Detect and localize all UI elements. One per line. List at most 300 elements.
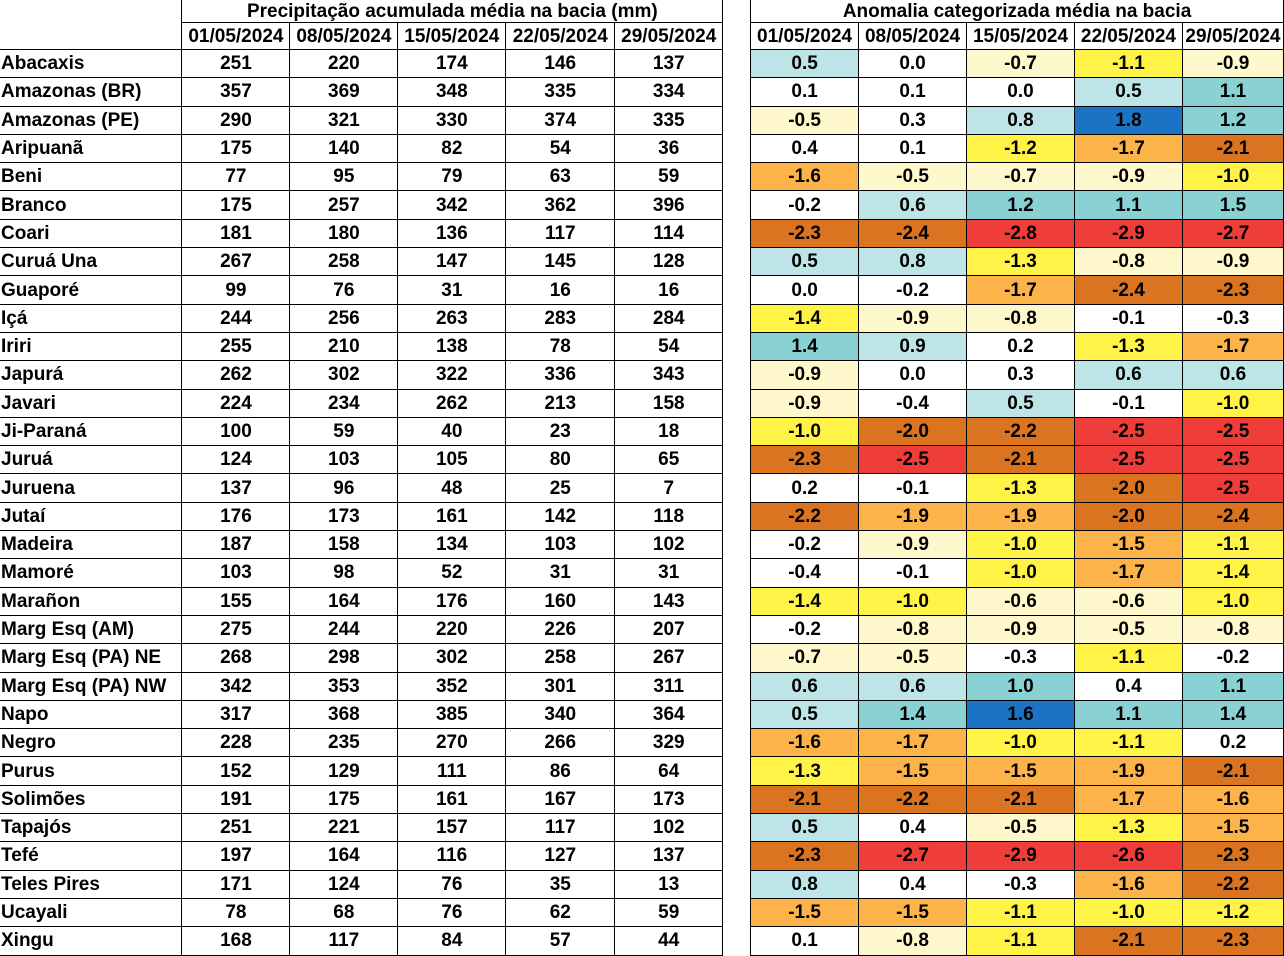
anomaly-cell: -2.5 [1182, 474, 1283, 502]
precip-cell: 13 [615, 870, 723, 898]
precip-cell: 138 [398, 332, 506, 360]
anomaly-cell: -2.4 [1074, 276, 1182, 304]
table-row [0, 304, 1284, 332]
precip-cell: 342 [398, 191, 506, 219]
precip-cell: 173 [615, 785, 723, 813]
spacer-cell [723, 248, 751, 276]
spacer-cell [723, 23, 751, 50]
precip-cell: 171 [182, 870, 290, 898]
precip-cell: 258 [506, 644, 615, 672]
precip-cell: 258 [290, 248, 398, 276]
corner-cell-lower [0, 23, 182, 50]
table-row [0, 729, 1284, 757]
anomaly-cell: -1.5 [967, 757, 1075, 785]
anomaly-cell: 1.1 [1074, 700, 1182, 728]
basin-name: Solimões [0, 785, 182, 813]
anomaly-cell: 0.4 [859, 870, 967, 898]
basin-name: Juruá [0, 446, 182, 474]
anomaly-cell: -2.2 [859, 785, 967, 813]
anomaly-cell: 0.5 [751, 814, 859, 842]
precip-cell: 174 [398, 50, 506, 78]
precip-cell: 335 [506, 78, 615, 106]
table-row [0, 417, 1284, 445]
precip-cell: 124 [182, 446, 290, 474]
precip-cell: 283 [506, 304, 615, 332]
anomaly-cell: -2.3 [751, 842, 859, 870]
precip-cell: 340 [506, 700, 615, 728]
anomaly-cell: -0.6 [1074, 587, 1182, 615]
precip-cell: 290 [182, 106, 290, 134]
anomaly-cell: 1.2 [967, 191, 1075, 219]
anomaly-cell: -1.5 [1074, 531, 1182, 559]
precip-cell: 54 [506, 134, 615, 162]
basin-name: Iriri [0, 332, 182, 360]
precip-cell: 145 [506, 248, 615, 276]
spacer-cell [723, 389, 751, 417]
precip-cell: 48 [398, 474, 506, 502]
precip-cell: 262 [398, 389, 506, 417]
precip-cell: 362 [506, 191, 615, 219]
anomaly-cell: -0.4 [859, 389, 967, 417]
anomaly-cell: 0.4 [859, 814, 967, 842]
precip-cell: 213 [506, 389, 615, 417]
anomaly-cell: -2.3 [751, 219, 859, 247]
anomaly-cell: 0.8 [859, 248, 967, 276]
precip-date-header: 08/05/2024 [290, 23, 398, 50]
precip-cell: 220 [290, 50, 398, 78]
anomaly-cell: 0.8 [967, 106, 1075, 134]
anomaly-cell: 0.1 [751, 927, 859, 955]
anomaly-cell: 1.1 [1182, 78, 1283, 106]
table-row [0, 700, 1284, 728]
precip-cell: 68 [290, 898, 398, 926]
precip-cell: 263 [398, 304, 506, 332]
spacer-cell [723, 559, 751, 587]
anomaly-cell: -1.0 [967, 531, 1075, 559]
spacer-cell [723, 927, 751, 955]
table-row [0, 672, 1284, 700]
precip-cell: 7 [615, 474, 723, 502]
anomaly-cell: -1.4 [1182, 559, 1283, 587]
precip-cell: 244 [290, 615, 398, 643]
precip-cell: 234 [290, 389, 398, 417]
precip-cell: 267 [182, 248, 290, 276]
anomaly-cell: 0.4 [751, 134, 859, 162]
anomaly-cell: -1.3 [1074, 332, 1182, 360]
precip-cell: 80 [506, 446, 615, 474]
basin-name: Marg Esq (PA) NW [0, 672, 182, 700]
anomaly-cell: 0.1 [751, 78, 859, 106]
basin-name: Javari [0, 389, 182, 417]
anomaly-cell: -0.8 [967, 304, 1075, 332]
precip-cell: 336 [506, 361, 615, 389]
anomaly-cell: 1.4 [751, 332, 859, 360]
table-row [0, 163, 1284, 191]
precip-cell: 35 [506, 870, 615, 898]
anomaly-cell: -1.0 [967, 729, 1075, 757]
table-row [0, 785, 1284, 813]
precip-group-title: Precipitação acumulada média na bacia (mm) [182, 0, 723, 23]
anomaly-cell: -2.1 [967, 446, 1075, 474]
precip-cell: 143 [615, 587, 723, 615]
precip-cell: 251 [182, 814, 290, 842]
table-row [0, 446, 1284, 474]
precip-cell: 164 [290, 842, 398, 870]
precip-cell: 111 [398, 757, 506, 785]
basin-name: Abacaxis [0, 50, 182, 78]
anomaly-cell: -1.0 [1182, 163, 1283, 191]
anomaly-cell: 1.4 [859, 700, 967, 728]
precip-cell: 136 [398, 219, 506, 247]
anomaly-cell: 0.5 [751, 700, 859, 728]
basin-name: Mamoré [0, 559, 182, 587]
precip-cell: 103 [290, 446, 398, 474]
precip-cell: 224 [182, 389, 290, 417]
anomaly-cell: 0.5 [1074, 78, 1182, 106]
table-row [0, 389, 1284, 417]
anomaly-cell: -0.3 [967, 870, 1075, 898]
spacer-cell [723, 502, 751, 530]
basin-name: Jutaí [0, 502, 182, 530]
anomaly-cell: -2.4 [859, 219, 967, 247]
precip-cell: 96 [290, 474, 398, 502]
anomaly-cell: -1.0 [967, 559, 1075, 587]
spacer-cell [723, 672, 751, 700]
anomaly-cell: 0.8 [751, 870, 859, 898]
anomaly-cell: -1.0 [751, 417, 859, 445]
anomaly-cell: -0.3 [967, 644, 1075, 672]
anomaly-cell: 0.2 [967, 332, 1075, 360]
precip-cell: 102 [615, 531, 723, 559]
table-row [0, 50, 1284, 78]
precip-cell: 118 [615, 502, 723, 530]
anomaly-cell: -1.6 [751, 163, 859, 191]
precip-cell: 40 [398, 417, 506, 445]
anomaly-cell: 0.0 [859, 50, 967, 78]
precip-cell: 59 [615, 898, 723, 926]
anomaly-cell: -0.7 [967, 50, 1075, 78]
table-row [0, 191, 1284, 219]
anomaly-cell: 0.5 [751, 248, 859, 276]
anomaly-cell: -2.1 [1182, 134, 1283, 162]
precip-cell: 374 [506, 106, 615, 134]
anomaly-cell: -1.4 [751, 587, 859, 615]
table-row [0, 361, 1284, 389]
spacer-cell [723, 134, 751, 162]
anomaly-cell: -0.8 [1182, 615, 1283, 643]
basin-name: Tapajós [0, 814, 182, 842]
precip-date-header: 22/05/2024 [506, 23, 615, 50]
anomaly-cell: -1.7 [859, 729, 967, 757]
basin-name: Curuá Una [0, 248, 182, 276]
precip-cell: 343 [615, 361, 723, 389]
anomaly-cell: -1.0 [1182, 389, 1283, 417]
precip-cell: 161 [398, 785, 506, 813]
spacer-cell [723, 78, 751, 106]
precip-cell: 103 [182, 559, 290, 587]
table-row [0, 842, 1284, 870]
anomaly-cell: -2.1 [967, 785, 1075, 813]
group-header-row [0, 0, 1284, 23]
anomaly-cell: -0.6 [967, 587, 1075, 615]
precip-cell: 235 [290, 729, 398, 757]
anomaly-cell: -2.7 [1182, 219, 1283, 247]
anomaly-cell: 0.6 [1182, 361, 1283, 389]
basin-name: Negro [0, 729, 182, 757]
precip-cell: 160 [506, 587, 615, 615]
precip-cell: 357 [182, 78, 290, 106]
precip-cell: 158 [290, 531, 398, 559]
anomaly-cell: -0.9 [1074, 163, 1182, 191]
spacer-cell [723, 0, 751, 23]
precip-cell: 353 [290, 672, 398, 700]
precip-cell: 187 [182, 531, 290, 559]
table-row [0, 814, 1284, 842]
precip-cell: 157 [398, 814, 506, 842]
anomaly-cell: -2.2 [967, 417, 1075, 445]
spacer-cell [723, 474, 751, 502]
precip-cell: 167 [506, 785, 615, 813]
precip-cell: 146 [506, 50, 615, 78]
anomaly-cell: -1.7 [967, 276, 1075, 304]
anomaly-cell: -0.8 [859, 615, 967, 643]
anomaly-cell: -2.5 [1074, 446, 1182, 474]
anomaly-cell: -1.6 [751, 729, 859, 757]
precip-cell: 301 [506, 672, 615, 700]
table-row [0, 898, 1284, 926]
basin-name: Beni [0, 163, 182, 191]
table-row [0, 248, 1284, 276]
precip-cell: 268 [182, 644, 290, 672]
anomaly-cell: 0.6 [1074, 361, 1182, 389]
precip-cell: 114 [615, 219, 723, 247]
table-row [0, 134, 1284, 162]
precip-cell: 267 [615, 644, 723, 672]
precip-cell: 342 [182, 672, 290, 700]
anomaly-cell: -1.7 [1074, 134, 1182, 162]
anomaly-cell: -2.5 [1182, 417, 1283, 445]
precip-cell: 161 [398, 502, 506, 530]
precip-cell: 78 [182, 898, 290, 926]
anomaly-cell: -1.9 [1074, 757, 1182, 785]
anomaly-cell: 1.5 [1182, 191, 1283, 219]
anomaly-cell: 1.1 [1182, 672, 1283, 700]
precip-cell: 311 [615, 672, 723, 700]
spacer-cell [723, 276, 751, 304]
precip-cell: 100 [182, 417, 290, 445]
anomaly-cell: -1.1 [1074, 729, 1182, 757]
anomaly-cell: -1.6 [1182, 785, 1283, 813]
anomaly-cell: -1.5 [751, 898, 859, 926]
anomaly-cell: -1.0 [1074, 898, 1182, 926]
basin-name: Madeira [0, 531, 182, 559]
basin-name: Marañon [0, 587, 182, 615]
basin-name: Xingu [0, 927, 182, 955]
anomaly-cell: -0.9 [859, 531, 967, 559]
precip-cell: 191 [182, 785, 290, 813]
anomaly-cell: 0.6 [751, 672, 859, 700]
anomaly-cell: -1.5 [859, 757, 967, 785]
anomaly-cell: -0.8 [1074, 248, 1182, 276]
anomaly-cell: -1.2 [1182, 898, 1283, 926]
anom-date-header: 15/05/2024 [967, 23, 1075, 50]
precip-date-header: 01/05/2024 [182, 23, 290, 50]
anom-date-header: 01/05/2024 [751, 23, 859, 50]
anomaly-cell: -0.1 [859, 559, 967, 587]
precip-date-header: 15/05/2024 [398, 23, 506, 50]
precip-cell: 369 [290, 78, 398, 106]
precip-cell: 140 [290, 134, 398, 162]
precip-cell: 16 [615, 276, 723, 304]
precip-cell: 364 [615, 700, 723, 728]
precip-cell: 330 [398, 106, 506, 134]
spacer-cell [723, 332, 751, 360]
precip-cell: 117 [290, 927, 398, 955]
precip-cell: 210 [290, 332, 398, 360]
anomaly-cell: -2.2 [1182, 870, 1283, 898]
precip-cell: 78 [506, 332, 615, 360]
anomaly-cell: -0.5 [1074, 615, 1182, 643]
precip-cell: 175 [182, 191, 290, 219]
precip-cell: 117 [506, 219, 615, 247]
anomaly-cell: -0.9 [1182, 50, 1283, 78]
anomaly-cell: -1.1 [1074, 50, 1182, 78]
anom-group-title: Anomalia categorizada média na bacia [751, 0, 1284, 23]
spacer-cell [723, 446, 751, 474]
anomaly-cell: -2.1 [1074, 927, 1182, 955]
precip-cell: 63 [506, 163, 615, 191]
precip-cell: 44 [615, 927, 723, 955]
anomaly-cell: 0.5 [751, 50, 859, 78]
table-row [0, 78, 1284, 106]
precip-cell: 262 [182, 361, 290, 389]
basin-name: Guaporé [0, 276, 182, 304]
anomaly-cell: -0.8 [859, 927, 967, 955]
precip-cell: 257 [290, 191, 398, 219]
precip-cell: 64 [615, 757, 723, 785]
anomaly-cell: 0.3 [967, 361, 1075, 389]
precip-cell: 102 [615, 814, 723, 842]
anomaly-cell: 0.4 [1074, 672, 1182, 700]
precip-cell: 84 [398, 927, 506, 955]
anomaly-cell: -1.5 [1182, 814, 1283, 842]
basin-name: Purus [0, 757, 182, 785]
anomaly-cell: -0.2 [751, 615, 859, 643]
spacer-cell [723, 587, 751, 615]
anomaly-cell: -0.5 [859, 644, 967, 672]
spacer-cell [723, 106, 751, 134]
precip-cell: 298 [290, 644, 398, 672]
basin-name: Teles Pires [0, 870, 182, 898]
anomaly-cell: -0.1 [859, 474, 967, 502]
precip-cell: 348 [398, 78, 506, 106]
precip-cell: 266 [506, 729, 615, 757]
anomaly-cell: -0.3 [1182, 304, 1283, 332]
precip-cell: 137 [615, 50, 723, 78]
precip-cell: 59 [290, 417, 398, 445]
spacer-cell [723, 361, 751, 389]
anomaly-cell: -0.1 [1074, 389, 1182, 417]
precip-cell: 76 [398, 870, 506, 898]
precip-cell: 368 [290, 700, 398, 728]
spacer-cell [723, 615, 751, 643]
anomaly-cell: -0.9 [859, 304, 967, 332]
anomaly-cell: -2.6 [1074, 842, 1182, 870]
anomaly-cell: -0.5 [859, 163, 967, 191]
anomaly-cell: -0.5 [751, 106, 859, 134]
anomaly-cell: -0.2 [751, 531, 859, 559]
precip-cell: 164 [290, 587, 398, 615]
anomaly-cell: -2.9 [967, 842, 1075, 870]
anomaly-cell: 0.0 [751, 276, 859, 304]
precip-cell: 175 [290, 785, 398, 813]
basin-name: Japurá [0, 361, 182, 389]
precip-cell: 117 [506, 814, 615, 842]
basin-name: Napo [0, 700, 182, 728]
precip-cell: 25 [506, 474, 615, 502]
spacer-cell [723, 729, 751, 757]
precip-cell: 152 [182, 757, 290, 785]
precip-date-header: 29/05/2024 [615, 23, 723, 50]
anomaly-cell: -1.0 [859, 587, 967, 615]
anomaly-cell: -0.7 [751, 644, 859, 672]
precip-cell: 220 [398, 615, 506, 643]
precip-cell: 181 [182, 219, 290, 247]
anomaly-cell: -1.7 [1074, 559, 1182, 587]
precip-cell: 284 [615, 304, 723, 332]
precip-cell: 228 [182, 729, 290, 757]
precip-cell: 175 [182, 134, 290, 162]
precip-cell: 52 [398, 559, 506, 587]
table-row [0, 587, 1284, 615]
anom-date-header: 08/05/2024 [859, 23, 967, 50]
anomaly-cell: 0.0 [967, 78, 1075, 106]
anomaly-cell: -2.5 [1074, 417, 1182, 445]
precip-cell: 116 [398, 842, 506, 870]
anomaly-cell: 0.5 [967, 389, 1075, 417]
precip-cell: 31 [615, 559, 723, 587]
anomaly-cell: 1.8 [1074, 106, 1182, 134]
precip-cell: 352 [398, 672, 506, 700]
precip-cell: 334 [615, 78, 723, 106]
precip-cell: 31 [506, 559, 615, 587]
basin-name: Içá [0, 304, 182, 332]
basin-name: Branco [0, 191, 182, 219]
basin-name: Marg Esq (PA) NE [0, 644, 182, 672]
precip-cell: 54 [615, 332, 723, 360]
anomaly-cell: -1.7 [1074, 785, 1182, 813]
precip-cell: 59 [615, 163, 723, 191]
spacer-cell [723, 219, 751, 247]
anomaly-cell: -0.2 [1182, 644, 1283, 672]
precip-cell: 256 [290, 304, 398, 332]
precip-cell: 137 [182, 474, 290, 502]
anomaly-cell: -2.3 [1182, 927, 1283, 955]
anomaly-cell: -2.1 [751, 785, 859, 813]
precip-cell: 176 [398, 587, 506, 615]
anomaly-cell: 0.0 [859, 361, 967, 389]
precip-cell: 105 [398, 446, 506, 474]
precip-cell: 302 [398, 644, 506, 672]
anomaly-cell: -2.4 [1182, 502, 1283, 530]
anomaly-cell: -2.3 [1182, 842, 1283, 870]
precip-cell: 76 [398, 898, 506, 926]
precip-cell: 180 [290, 219, 398, 247]
anomaly-cell: -1.3 [967, 474, 1075, 502]
date-header-row [0, 23, 1284, 50]
anomaly-cell: -1.6 [1074, 870, 1182, 898]
anomaly-cell: -0.9 [751, 361, 859, 389]
